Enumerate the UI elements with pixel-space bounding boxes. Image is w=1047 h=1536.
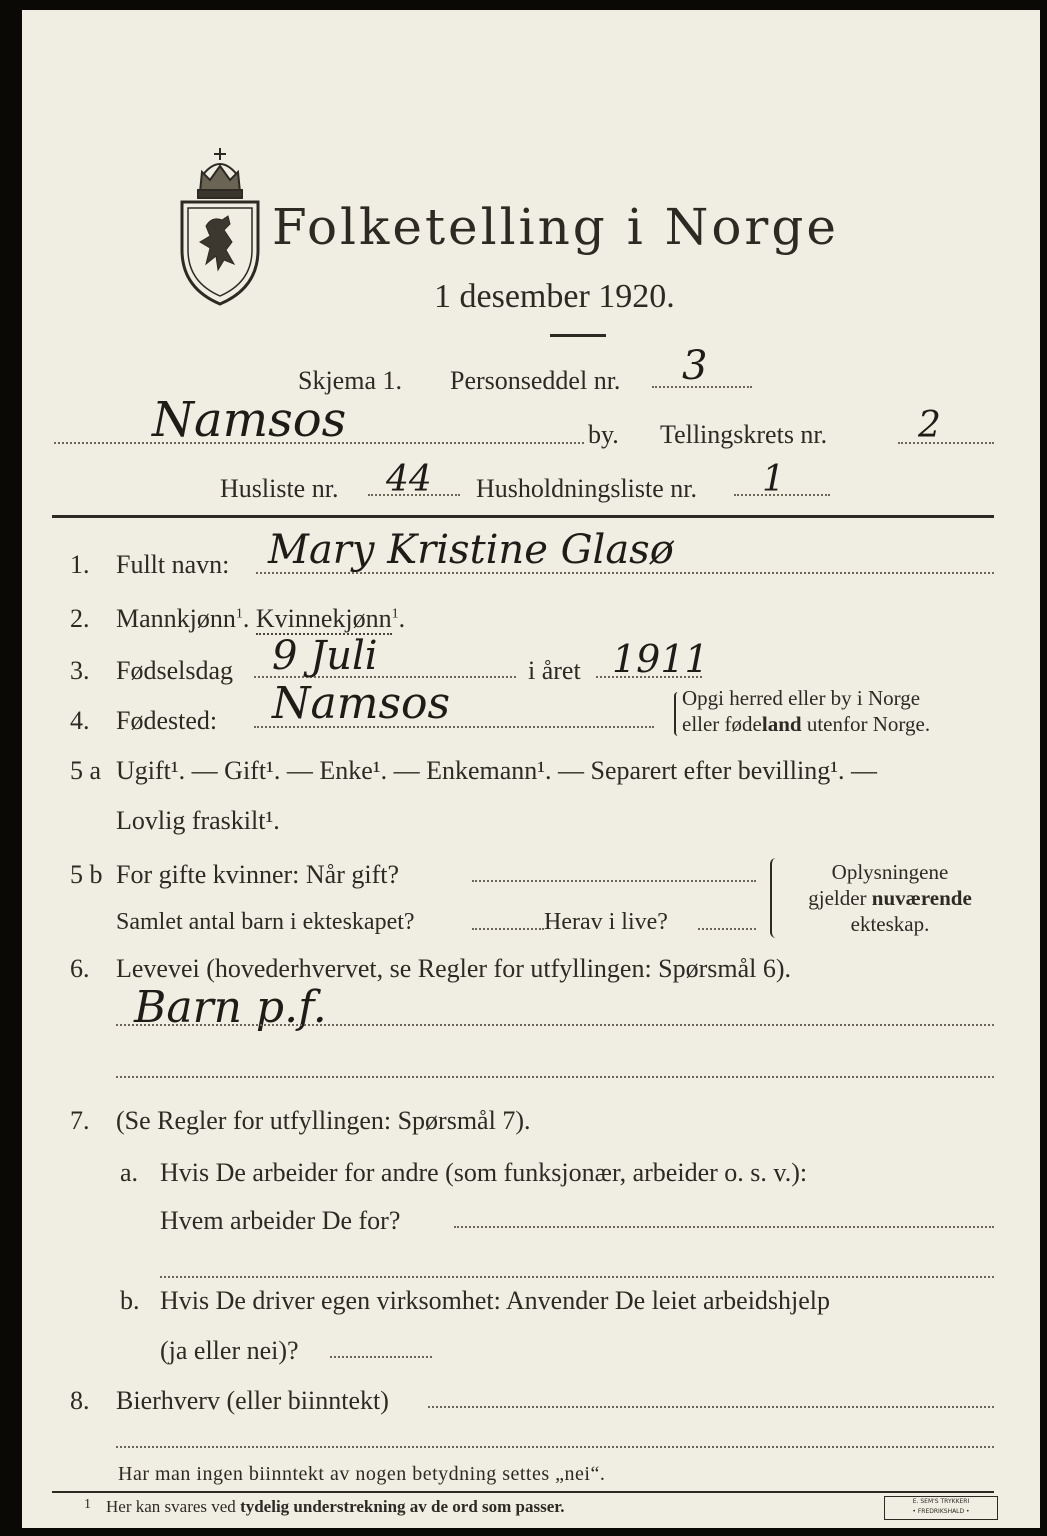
q5b-note-text-bold: nuværende bbox=[871, 886, 972, 910]
q5b-line1-label: For gifte kvinner: Når gift? bbox=[116, 860, 400, 889]
kvinnekjonn-option[interactable]: Kvinnekjønn bbox=[255, 604, 392, 633]
q3-year-label: i året bbox=[528, 656, 581, 685]
census-form-sheet bbox=[22, 10, 1040, 1528]
q5a-options-line2[interactable]: Lovlig fraskilt¹. bbox=[116, 806, 280, 835]
q3-birthday-value[interactable]: 9 Juli bbox=[272, 633, 378, 679]
q4-number: 4. bbox=[70, 706, 90, 735]
q5b-children-label: Samlet antal barn i ekteskapet? bbox=[116, 909, 415, 935]
q7-number: 7. bbox=[70, 1106, 90, 1135]
mannkjonn-separator: . bbox=[242, 604, 250, 633]
q6-line2 bbox=[116, 1076, 994, 1078]
skjema-label: Skjema 1. bbox=[298, 366, 402, 395]
footer-divider bbox=[52, 1491, 994, 1493]
header-divider bbox=[52, 515, 994, 518]
q4-label: Fødested: bbox=[116, 706, 218, 735]
husliste-label: Husliste nr. bbox=[220, 474, 339, 503]
q7a-question: Hvis De arbeider for andre (som funksjonær, arbeider o. s. v.): bbox=[160, 1158, 808, 1187]
footnote-number: 1 bbox=[84, 1497, 91, 1512]
mannkjonn-option[interactable]: Mannkjønn bbox=[116, 604, 236, 633]
q3-year-value[interactable]: 1911 bbox=[612, 637, 709, 681]
footnote-text bbox=[106, 1498, 565, 1515]
q7a-employer-line2[interactable] bbox=[160, 1276, 994, 1278]
q5b-note-brace bbox=[770, 858, 780, 938]
tellingskrets-label: Tellingskrets nr. bbox=[660, 420, 828, 449]
husholdningsliste-label: Husholdningsliste nr. bbox=[476, 474, 698, 503]
q4-note-brace bbox=[674, 692, 682, 736]
q2-options bbox=[116, 606, 405, 632]
q7b-yes-no-label: (ja eller nei)? bbox=[160, 1336, 299, 1365]
q7a-employer-label: Hvem arbeider De for? bbox=[160, 1206, 401, 1235]
q4-birthplace-value[interactable]: Namsos bbox=[272, 678, 451, 729]
personseddel-label: Personseddel nr. bbox=[450, 366, 621, 395]
husholdningsliste-value[interactable]: 1 bbox=[762, 459, 785, 500]
q8-line2[interactable] bbox=[116, 1446, 994, 1448]
q4-note-text-bold: land bbox=[761, 712, 802, 736]
q2-number: 2. bbox=[70, 604, 90, 633]
mannkjonn-footnote-mark: 1 bbox=[235, 606, 243, 622]
tellingskrets-line bbox=[898, 442, 994, 444]
q7a-employer-line[interactable] bbox=[454, 1226, 994, 1228]
q7-label: (Se Regler for utfyllingen: Spørsmål 7). bbox=[116, 1106, 531, 1135]
q5a-options[interactable]: Ugift¹. — Gift¹. — Enke¹. — Enkemann¹. — Separert efter bevilling¹. — bbox=[116, 756, 878, 785]
q8-label: Bierhverv (eller biinntekt) bbox=[116, 1386, 389, 1415]
q1-label: Fullt navn: bbox=[116, 550, 230, 579]
q4-note-line1: Opgi herred eller by i Norge bbox=[682, 686, 921, 710]
q7a-letter: a. bbox=[120, 1158, 139, 1187]
footnote-text-bold: tydelig understrekning av de ord som passer. bbox=[240, 1497, 565, 1516]
q6-line1 bbox=[116, 1024, 994, 1026]
q5b-number: 5 b bbox=[70, 860, 103, 889]
q7b-letter: b. bbox=[120, 1286, 140, 1315]
printer-line1: E. SEM'S TRYKKERI bbox=[912, 1498, 970, 1505]
q4-note-text-a: eller føde bbox=[682, 712, 762, 736]
q5b-alive-line bbox=[698, 928, 756, 930]
q5b-alive-label: Herav i live? bbox=[544, 909, 668, 935]
q6-occupation-value[interactable]: Barn p.f. bbox=[134, 982, 327, 1033]
tellingskrets-value[interactable]: 2 bbox=[918, 405, 941, 446]
q5b-married-line bbox=[472, 880, 756, 882]
title-divider bbox=[550, 334, 606, 337]
footer-note: Har man ingen biinntekt av nogen betydning settes „nei“. bbox=[118, 1463, 606, 1485]
q4-note-line2 bbox=[682, 714, 930, 735]
q6-number: 6. bbox=[70, 954, 90, 983]
footnote-text-a: Her kan svares ved bbox=[106, 1497, 241, 1516]
q5b-note-line1: Oplysningene bbox=[831, 860, 949, 884]
q1-number: 1. bbox=[70, 550, 90, 579]
q8-line[interactable] bbox=[428, 1406, 994, 1408]
husliste-value[interactable]: 44 bbox=[386, 459, 432, 500]
coat-of-arms-icon bbox=[172, 146, 268, 310]
printer-stamp bbox=[884, 1496, 998, 1520]
printer-line2: • FREDRIKSHALD • bbox=[912, 1508, 970, 1515]
city-value[interactable]: Namsos bbox=[152, 392, 347, 448]
q5b-note-line2 bbox=[784, 888, 996, 909]
q3-label: Fødselsdag bbox=[116, 656, 233, 685]
q1-full-name-value[interactable]: Mary Kristine Glasø bbox=[268, 527, 674, 573]
q5b-note-text-a: gjelder bbox=[808, 886, 872, 910]
q8-number: 8. bbox=[70, 1386, 90, 1415]
q5a-number: 5 a bbox=[70, 756, 102, 785]
q7b-question: Hvis De driver egen virksomhet: Anvender De leiet arbeidshjelp bbox=[160, 1286, 831, 1315]
personseddel-value[interactable]: 3 bbox=[682, 343, 708, 389]
q3-number: 3. bbox=[70, 656, 90, 685]
q5b-note-line3: ekteskap. bbox=[850, 912, 930, 936]
q7b-yes-no-line[interactable] bbox=[330, 1356, 432, 1358]
kvinnekjonn-separator: . bbox=[398, 604, 406, 633]
kvinnekjonn-footnote-mark: 1 bbox=[391, 606, 399, 622]
q6-label: Levevei (hovederhvervet, se Regler for utfyllingen: Spørsmål 6). bbox=[116, 954, 792, 983]
form-title: Folketelling i Norge bbox=[272, 198, 839, 256]
by-label: by. bbox=[588, 420, 619, 449]
q5b-children-line bbox=[472, 928, 544, 930]
q4-note-text-b: utenfor Norge. bbox=[801, 712, 931, 736]
census-date: 1 desember 1920. bbox=[434, 278, 675, 315]
